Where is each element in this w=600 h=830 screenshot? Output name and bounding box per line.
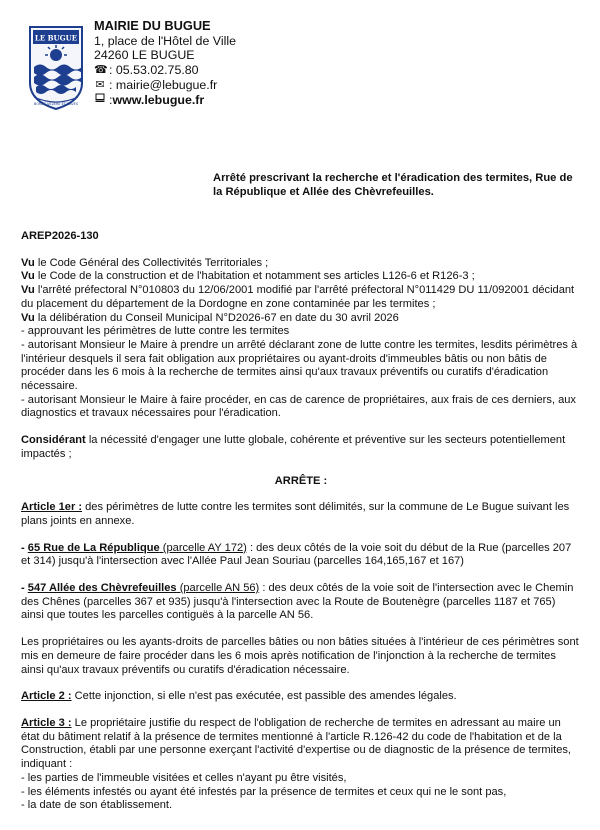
considerant-paragraph (21, 434, 581, 461)
deliberation-item-3: - autorisant Monsieur le Maire à faire procéder, en cas de carence de propriétaires, aux frais de ces derniers, aux diagnostics et travaux nécessaires pour l'éradication. (21, 393, 576, 420)
vu-line-1 (21, 257, 581, 271)
zone-1-prefix: - (21, 541, 28, 554)
mairie-address-line2: 24260 LE BUGUE (94, 48, 195, 63)
arrete-heading: ARRÊTE : (274, 474, 328, 487)
mairie-phone: : 05.53.02.75.80 (109, 63, 199, 78)
mairie-address-line1: 1, place de l'Hôtel de Ville (94, 33, 236, 48)
article-3-label: Article 3 : (21, 716, 72, 729)
vu-lead: Vu (21, 311, 35, 324)
zone-1-parcel: (parcelle AY 172) (159, 541, 247, 554)
document-title: Arrêté prescrivant la recherche et l'éradication des termites, Rue de la République et Allée des Chèvrefeuilles. (213, 172, 573, 198)
deliberation-item-2: - autorisant Monsieur le Maire à prendre un arrêté déclarant zone de lutte contre les termites, lesdits périmètres à l'intérieur desquels il sera fait obligation aux propriétaires ou ayant-droits d'immeubles bâtis ou non bâtis de procéder dans les 6 mois à la recherche de termites ainsi qu'aux travaux préventifs ou curatifs d'éradication nécessaire. (21, 338, 578, 393)
mairie-phone-row (94, 63, 236, 78)
mairie-website-row (94, 93, 236, 108)
zone-1-paragraph (21, 542, 581, 569)
zone-2-paragraph (21, 582, 581, 623)
zone-2-address: 547 Allée des Chèvrefeuilles (27, 582, 177, 595)
vu-text: le Code Général des Collectivités Territoriales ; (34, 256, 269, 269)
considerant-lead: Considérant (21, 434, 86, 447)
vu-line-4 (21, 312, 581, 326)
article-3-item-3: - la date de son établissement. (21, 799, 173, 812)
considerant-text: la nécessité d'engager une lutte globale, cohérente et préventive sur les secteurs potentiellement impactés ; (21, 434, 566, 460)
phone-icon: ☎ (94, 64, 108, 77)
article-2-label: Article 2 : (21, 690, 72, 703)
vu-text: l'arrêté préfectoral N°010803 du 12/06/2001 modifié par l'arrêté préfectoral N°011429 DU 11/092001 décidant du placement du département de la Dordogne en zone contaminée par les termites ; (21, 284, 575, 310)
deliberation-item-1: - approuvant les périmètres de lutte contre les termites (21, 325, 290, 338)
article-1-label: Article 1er : (21, 501, 83, 514)
article-2-text: Cette injonction, si elle n'est pas exécutée, est passible des amendes légales. (71, 690, 457, 703)
zone-2-prefix: - (21, 582, 28, 595)
document-body (21, 230, 581, 813)
zone-2-parcel: (parcelle AN 56) (176, 582, 260, 595)
reference-number: AREP2026-130 (21, 230, 99, 242)
mairie-website[interactable]: www.lebugue.fr (112, 92, 205, 107)
mairie-contact-block (94, 19, 236, 107)
envelope-icon: ✉ (95, 78, 105, 91)
vu-text: le Code de la construction et de l'habitation et notamment ses articles L126-6 et R126-3 ; (34, 270, 475, 283)
vu-line-2 (21, 270, 581, 284)
article-3-item-1: - les parties de l'immeuble visitées et celles n'ayant pu être visités, (21, 771, 347, 784)
vu-lead: Vu (21, 284, 35, 297)
mairie-email: : mairie@lebugue.fr (109, 77, 218, 92)
mairie-name: MAIRIE DU BUGUE (94, 18, 211, 33)
crest-banner-text: LE BUGUE (34, 33, 78, 43)
article-1 (21, 501, 581, 528)
vu-lead: Vu (21, 256, 35, 269)
town-crest-logo (26, 21, 86, 113)
zone-2-text: : des deux côtés de la voie soit de l'intersection avec le Chemin des Chênes (parcelles 367 et 935) jusqu'à l'intersection avec la Route de Boutenègre (parcelles 1187 et 765) ainsi que toutes les parcelles contiguës à la parcelle AN 56. (21, 582, 574, 622)
owners-paragraph: Les propriétaires ou les ayants-droits de parcelles bâties ou non bâties situées à l'intérieur de ces périmètres sont mis en demeure de faire procéder dans les 6 mois après notification de l'injonction à la recherche de termites ainsi qu'aux travaux préventifs ou curatifs d'éradication nécessaire. (21, 636, 579, 676)
article-3 (21, 717, 581, 772)
crest-motto-text: BORDS VEZERE ET CAVES (33, 102, 79, 106)
vu-line-3 (21, 284, 581, 311)
mairie-email-row (94, 78, 236, 93)
article-1-text: des périmètres de lutte contre les termites sont délimités, sur la commune de Le Bugue suivant les plans joints en annexe. (21, 501, 570, 527)
mairie-website-prefix: : (109, 92, 113, 107)
zone-1-address: 65 Rue de La République (27, 541, 160, 554)
article-2 (21, 690, 581, 704)
vu-text: la délibération du Conseil Municipal N°D2026-67 en date du 30 avril 2026 (34, 311, 399, 324)
article-3-text: Le propriétaire justifie du respect de l'obligation de recherche de termites en adressant au maire un état du bâtiment relatif à la présence de termites mentionné à l'article R.126-42 du code de l'habitation et de la Construction, établi par une personne exerçant l'activité d'expertise ou de diagnostic de la présence de termites, indiquant : (21, 716, 571, 771)
zone-1-text: : des deux côtés de la voie soit du début de la Rue (parcelles 207 et 314) jusqu'à l'intersection avec l'Allée Paul Jean Souriau (parcelles 164,165,167 et 167) (21, 541, 572, 568)
computer-icon (94, 93, 106, 108)
article-3-item-2: - les éléments infestés ou ayant été infestés par la présence de termites et ceux qui ne le sont pas, (21, 785, 507, 798)
vu-lead: Vu (21, 270, 35, 283)
